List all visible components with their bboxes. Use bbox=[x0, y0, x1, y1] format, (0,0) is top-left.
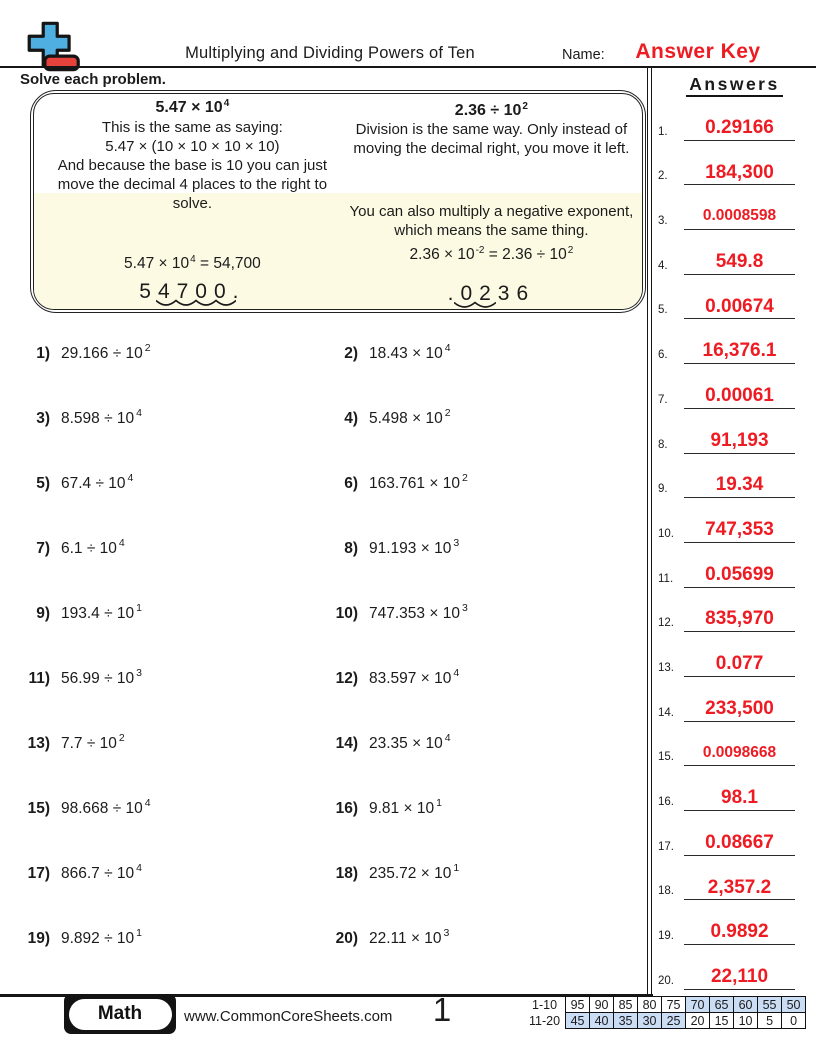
answer-item bbox=[653, 677, 816, 722]
answer-item bbox=[653, 96, 816, 141]
answer-number: 18. bbox=[658, 885, 674, 898]
problem-exponent: 2 bbox=[444, 407, 451, 419]
problem-exponent: 1 bbox=[453, 862, 460, 874]
answer-item bbox=[653, 543, 816, 588]
website-text: www.CommonCoreSheets.com bbox=[184, 1008, 393, 1025]
problem-exponent: 1 bbox=[436, 797, 442, 809]
problem-expression: 747.353 × 10 $^3$ bbox=[369, 602, 468, 622]
answer-value: 91,193 bbox=[684, 430, 795, 454]
answer-value: 2,357.2 bbox=[684, 877, 795, 901]
problem-exponent: 3 bbox=[461, 602, 468, 614]
problem-number: 2) bbox=[344, 345, 358, 362]
problem-number: 7) bbox=[36, 540, 50, 557]
problem-expression: 7.7 ÷ 10 $^2$ bbox=[61, 732, 125, 752]
decimal-demo-digits: .0236 bbox=[447, 282, 536, 306]
answer-number: 7. bbox=[658, 393, 668, 406]
answer-value: 549.8 bbox=[684, 251, 795, 275]
answers-heading bbox=[653, 74, 816, 95]
example-right-decimal-demo bbox=[342, 284, 640, 305]
answer-number: 11. bbox=[658, 572, 674, 585]
score-cell: 35 bbox=[614, 1013, 638, 1029]
problem-exponent: 4 bbox=[444, 342, 451, 354]
score-cell: 70 bbox=[686, 997, 710, 1013]
page-title: Multiplying and Dividing Powers of Ten bbox=[185, 44, 475, 62]
score-cell: 10 bbox=[734, 1013, 758, 1029]
problem-expression: 23.35 × 10 $^4$ bbox=[369, 732, 451, 752]
example-right-equation: $2.36 \times 10^{-2} = 2.36 \div 10^2$ bbox=[409, 245, 574, 264]
problem-expression: 83.597 × 10 $^4$ bbox=[369, 667, 460, 687]
answer-number: 17. bbox=[658, 840, 674, 853]
example-left-title: $5.47 \times 10^4$ bbox=[155, 98, 230, 117]
problem-number: 11) bbox=[28, 670, 50, 687]
problem-exponent: 3 bbox=[136, 667, 142, 679]
answer-number: 20. bbox=[658, 974, 674, 987]
example-right-line2: You can also multiply a negative exponent, which means the same thing. bbox=[349, 203, 634, 240]
answer-number: 16. bbox=[658, 796, 674, 808]
problem-number: 17) bbox=[27, 865, 50, 882]
score-cell: 55 bbox=[758, 997, 782, 1013]
score-cell: 90 bbox=[590, 997, 614, 1013]
problem-number: 12) bbox=[335, 670, 358, 687]
name-label: Name: bbox=[562, 47, 605, 63]
problem-exponent: 2 bbox=[144, 342, 151, 354]
example-left-line2: 5.47 × (10 × 10 × 10 × 10) bbox=[105, 138, 280, 156]
problem-expression: 163.761 × 10 $^2$ bbox=[369, 472, 468, 492]
problem-exponent: 4 bbox=[444, 732, 451, 744]
problem-number: 9) bbox=[36, 605, 50, 622]
answer-value: 0.08667 bbox=[684, 832, 795, 856]
score-cell: 85 bbox=[614, 997, 638, 1013]
instructions-text: Solve each problem. bbox=[20, 71, 166, 88]
score-cell: 0 bbox=[782, 1013, 806, 1029]
problem-expression: 193.4 ÷ 10 $^1$ bbox=[61, 602, 142, 622]
problem-number: 20) bbox=[335, 930, 358, 947]
subject-badge-label: Math bbox=[69, 999, 172, 1030]
example-left-decimal-demo bbox=[44, 282, 340, 303]
problem-number: 8) bbox=[344, 540, 358, 557]
decimal-wave-icon bbox=[454, 301, 496, 309]
problem-exponent: 4 bbox=[118, 537, 125, 549]
answer-number: 12. bbox=[658, 617, 674, 630]
problem-exponent: 2 bbox=[461, 472, 468, 484]
example-left-line1: This is the same as saying: bbox=[101, 119, 283, 137]
problem-number: 14) bbox=[335, 735, 358, 752]
example-left-equation: $5.47 \times 10^4 = 54,700$ bbox=[124, 254, 261, 273]
score-cell: 45 bbox=[566, 1013, 590, 1029]
problem-expression: 98.668 ÷ 10 $^4$ bbox=[61, 797, 151, 817]
problem-exponent: 1 bbox=[136, 602, 142, 614]
answer-value: 0.9892 bbox=[684, 921, 795, 945]
answer-number: 2. bbox=[658, 170, 668, 183]
answer-number: 15. bbox=[658, 751, 674, 764]
answer-number: 3. bbox=[658, 215, 668, 228]
answer-value: 0.00674 bbox=[684, 296, 795, 320]
score-cell: 25 bbox=[662, 1013, 686, 1029]
problem-expression: 18.43 × 10 $^4$ bbox=[369, 342, 451, 362]
answers-heading-text: Answers bbox=[686, 74, 782, 97]
answer-number: 10. bbox=[658, 527, 674, 540]
decimal-wave-icon bbox=[156, 299, 236, 308]
problem-number: 3) bbox=[36, 410, 50, 427]
answers-list bbox=[653, 96, 816, 990]
answer-item bbox=[653, 588, 816, 633]
problem-expression: 5.498 × 10 $^2$ bbox=[369, 407, 451, 427]
problem-exponent: 4 bbox=[136, 862, 142, 874]
problem-exponent: 4 bbox=[453, 667, 460, 679]
problem-expression: 91.193 × 10 $^3$ bbox=[369, 537, 460, 557]
answer-item bbox=[653, 275, 816, 320]
answer-number: 4. bbox=[658, 259, 668, 272]
score-cell: 30 bbox=[638, 1013, 662, 1029]
example-right-title: $2.36 \div 10^2$ bbox=[454, 101, 528, 120]
example-left-line3: And because the base is 10 you can just move the decimal 4 places to the right to solve. bbox=[57, 157, 328, 213]
score-row bbox=[528, 997, 806, 1013]
score-table bbox=[528, 996, 806, 1029]
score-cell: 40 bbox=[590, 1013, 614, 1029]
answer-value: 19.34 bbox=[684, 474, 795, 498]
score-cell: 95 bbox=[566, 997, 590, 1013]
problem-number: 4) bbox=[344, 410, 358, 427]
example-left-column bbox=[44, 94, 340, 308]
score-cell: 60 bbox=[734, 997, 758, 1013]
answer-number: 1. bbox=[658, 125, 668, 138]
score-cell: 80 bbox=[638, 997, 662, 1013]
answer-item bbox=[653, 856, 816, 901]
problem-number: 13) bbox=[27, 735, 50, 752]
score-cell: 65 bbox=[710, 997, 734, 1013]
problem-exponent: 3 bbox=[443, 927, 450, 939]
answer-item bbox=[653, 498, 816, 543]
answer-number: 13. bbox=[658, 661, 674, 674]
answer-value: 0.077 bbox=[684, 653, 795, 677]
problem-number: 5) bbox=[36, 475, 50, 492]
answers-divider bbox=[647, 66, 652, 995]
problem-expression: 9.892 ÷ 10 $^1$ bbox=[61, 927, 142, 947]
example-right-line1: Division is the same way. Only instead of moving the decimal right, you move it left. bbox=[353, 121, 630, 158]
answer-item bbox=[653, 319, 816, 364]
answer-value: 0.0008598 bbox=[684, 207, 795, 230]
answer-value: 233,500 bbox=[684, 698, 795, 722]
problem-exponent: 1 bbox=[136, 927, 142, 939]
score-row bbox=[528, 1013, 806, 1029]
answer-item bbox=[653, 230, 816, 275]
answer-item bbox=[653, 811, 816, 856]
example-box bbox=[30, 90, 646, 313]
score-row-label: 1-10 bbox=[532, 997, 558, 1012]
answer-value: 835,970 bbox=[684, 608, 795, 632]
problem-number: 15) bbox=[27, 800, 50, 817]
score-cell: 15 bbox=[710, 1013, 734, 1029]
problem-expression: 9.81 × 10 $^1$ bbox=[369, 797, 442, 817]
decimal-demo-digits: 54700. bbox=[139, 280, 246, 304]
problem-expression: 56.99 ÷ 10 $^3$ bbox=[61, 667, 142, 687]
score-cell: 5 bbox=[758, 1013, 782, 1029]
answer-value: 0.05699 bbox=[684, 564, 795, 588]
problem-number: 16) bbox=[335, 800, 358, 817]
problem-expression: 67.4 ÷ 10 $^4$ bbox=[61, 472, 134, 492]
problem-exponent: 4 bbox=[144, 797, 151, 809]
answer-value: 184,300 bbox=[684, 162, 795, 186]
answer-number: 19. bbox=[658, 930, 674, 943]
problem-expression: 235.72 × 10 $^1$ bbox=[369, 862, 460, 882]
score-cell: 50 bbox=[782, 997, 806, 1013]
answer-value: 22,110 bbox=[684, 966, 795, 990]
example-right-column bbox=[342, 94, 640, 308]
problem-exponent: 2 bbox=[118, 732, 125, 744]
answer-value: 0.29166 bbox=[684, 117, 795, 141]
problem-expression: 6.1 ÷ 10 $^4$ bbox=[61, 537, 125, 557]
answer-item bbox=[653, 900, 816, 945]
problem-exponent: 3 bbox=[453, 537, 460, 549]
answer-item bbox=[653, 722, 816, 767]
problem-expression: 22.11 × 10 $^3$ bbox=[369, 927, 450, 947]
page-number: 1 bbox=[432, 991, 452, 1028]
score-cell: 75 bbox=[662, 997, 686, 1013]
problem-number: 18) bbox=[335, 865, 358, 882]
score-cell: 20 bbox=[686, 1013, 710, 1029]
answer-item bbox=[653, 766, 816, 811]
problem-number: 19) bbox=[27, 930, 50, 947]
answer-value: 0.0098668 bbox=[684, 744, 795, 767]
answer-value: 747,353 bbox=[684, 519, 795, 543]
answer-item bbox=[653, 454, 816, 499]
problem-exponent: 4 bbox=[136, 407, 142, 419]
example-box-inner bbox=[33, 93, 642, 309]
answer-item bbox=[653, 185, 816, 230]
problem-expression: 8.598 ÷ 10 $^4$ bbox=[61, 407, 142, 427]
problem-exponent: 4 bbox=[127, 472, 134, 484]
answer-value: 16,376.1 bbox=[684, 340, 795, 364]
answer-value: 98.1 bbox=[684, 787, 795, 811]
answer-item bbox=[653, 141, 816, 186]
answer-item bbox=[653, 364, 816, 409]
answer-number: 14. bbox=[658, 706, 674, 719]
answer-item bbox=[653, 409, 816, 454]
problems-grid bbox=[6, 342, 646, 995]
answer-item bbox=[653, 945, 816, 990]
problem-expression: 866.7 ÷ 10 $^4$ bbox=[61, 862, 142, 882]
answer-key-text: Answer Key bbox=[635, 40, 761, 63]
answer-value: 0.00061 bbox=[684, 385, 795, 409]
problem-number: 6) bbox=[344, 475, 358, 492]
answer-item bbox=[653, 632, 816, 677]
answer-number: 9. bbox=[658, 483, 668, 496]
answers-panel bbox=[653, 66, 816, 1056]
answer-number: 8. bbox=[658, 438, 668, 451]
problem-number: 1) bbox=[36, 345, 50, 362]
answer-number: 6. bbox=[658, 349, 668, 362]
problem-expression: 29.166 ÷ 10 $^2$ bbox=[61, 342, 151, 362]
problem-number: 10) bbox=[335, 605, 358, 622]
subject-badge bbox=[64, 994, 176, 1034]
answer-number: 5. bbox=[658, 304, 668, 317]
score-row-label: 11-20 bbox=[529, 1013, 561, 1028]
